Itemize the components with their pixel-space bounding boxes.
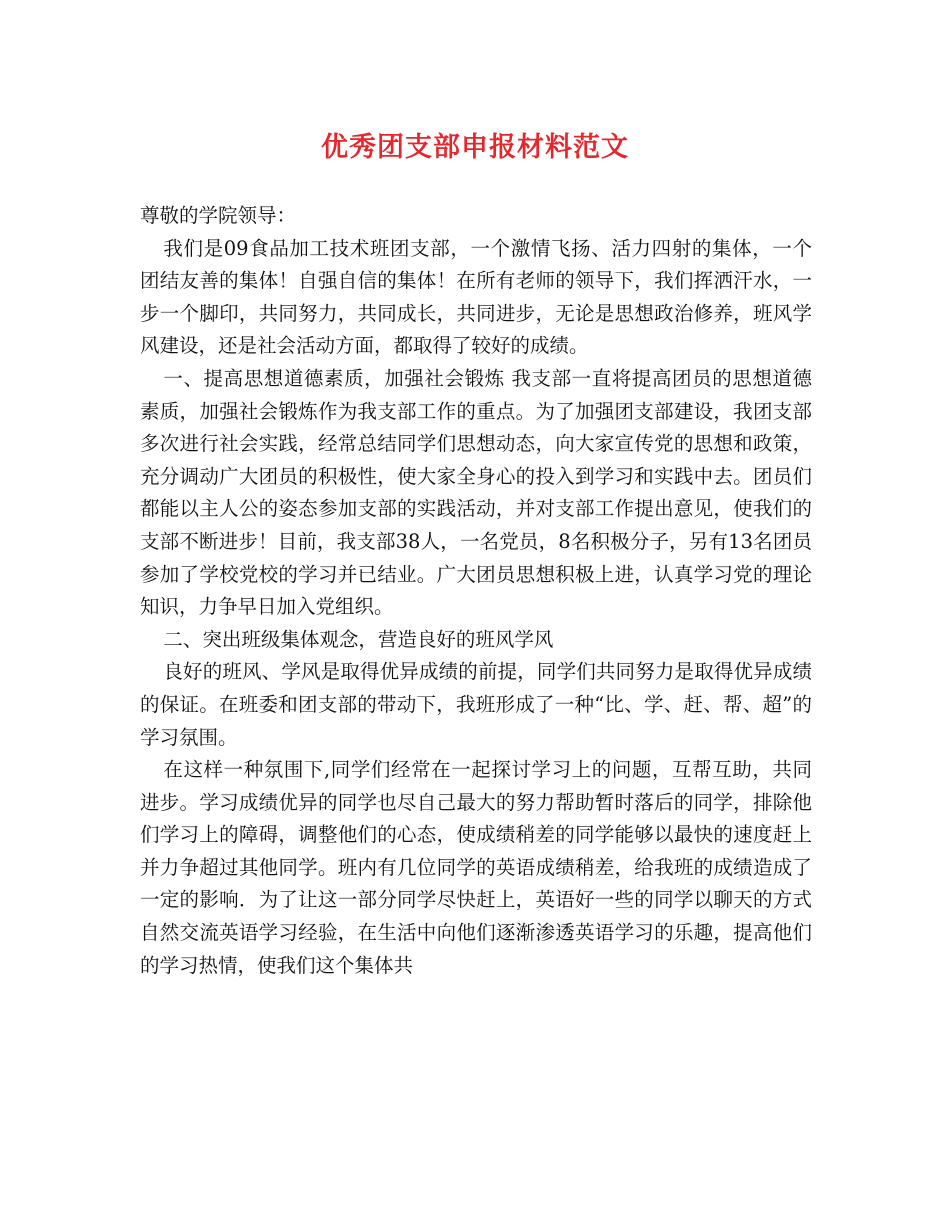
salutation: 尊敬的学院领导：: [140, 204, 297, 227]
document-body: [140, 200, 812, 982]
paragraph-intro: 我们是09食品加工技术班团支部，一个激情飞扬、活力四射的集体，一个团结友善的集体！自强自信的集体！在所有老师的领导下，我们挥洒汗水，一步一个脚印，共同努力，共同成长，共同进步，无论是思想政治修养，班风学风建设，还是社会活动方面，都取得了较好的成绩。: [140, 236, 812, 358]
paragraph-class-style: 良好的班风、学风是取得优异成绩的前提，同学们共同努力是取得优异成绩的保证。在班委和团支部的带动下，我班形成了一种“比、学、赶、帮、超”的学习氛围。: [140, 660, 812, 749]
document-title: 优秀团支部申报材料范文: [321, 132, 629, 163]
paragraph-section-one: 一、提高思想道德素质，加强社会锻炼 我支部一直将提高团员的思想道德素质，加强社会锻炼作为我支部工作的重点。为了加强团支部建设，我团支部多次进行社会实践，经常总结同学们思想动态，向大家宣传党的思想和政策，充分调动广大团员的积极性，使大家全身心的投入到学习和实践中去。团员们都能以主人公的姿态参加支部的实践活动，并对支部工作提出意见，使我们的支部不断进步！目前，我支部38人，一名党员，8名积极分子，另有13名团员参加了学校党校的学习并已结业。广大团员思想积极上进，认真学习党的理论知识，力争早日加入党组织。: [140, 366, 812, 619]
section-two-heading: 二、突出班级集体观念，营造良好的班风学风: [163, 627, 554, 651]
paragraph-mutual-help: 在这样一种氛围下,同学们经常在一起探讨学习上的问题，互帮互助，共同进步。学习成绩优异的同学也尽自己最大的努力帮助暂时落后的同学，排除他们学习上的障碍，调整他们的心态，使成绩稍差的同学能够以最快的速度赶上并力争超过其他同学。班内有几位同学的英语成绩稍差，给我班的成绩造成了一定的影响．为了让这一部分同学尽快赶上，英语好一些的同学以聊天的方式自然交流英语学习经验，在生活中向他们逐渐渗透英语学习的乐趣，提高他们的学习热情，使我们这个集体共: [140, 758, 812, 977]
